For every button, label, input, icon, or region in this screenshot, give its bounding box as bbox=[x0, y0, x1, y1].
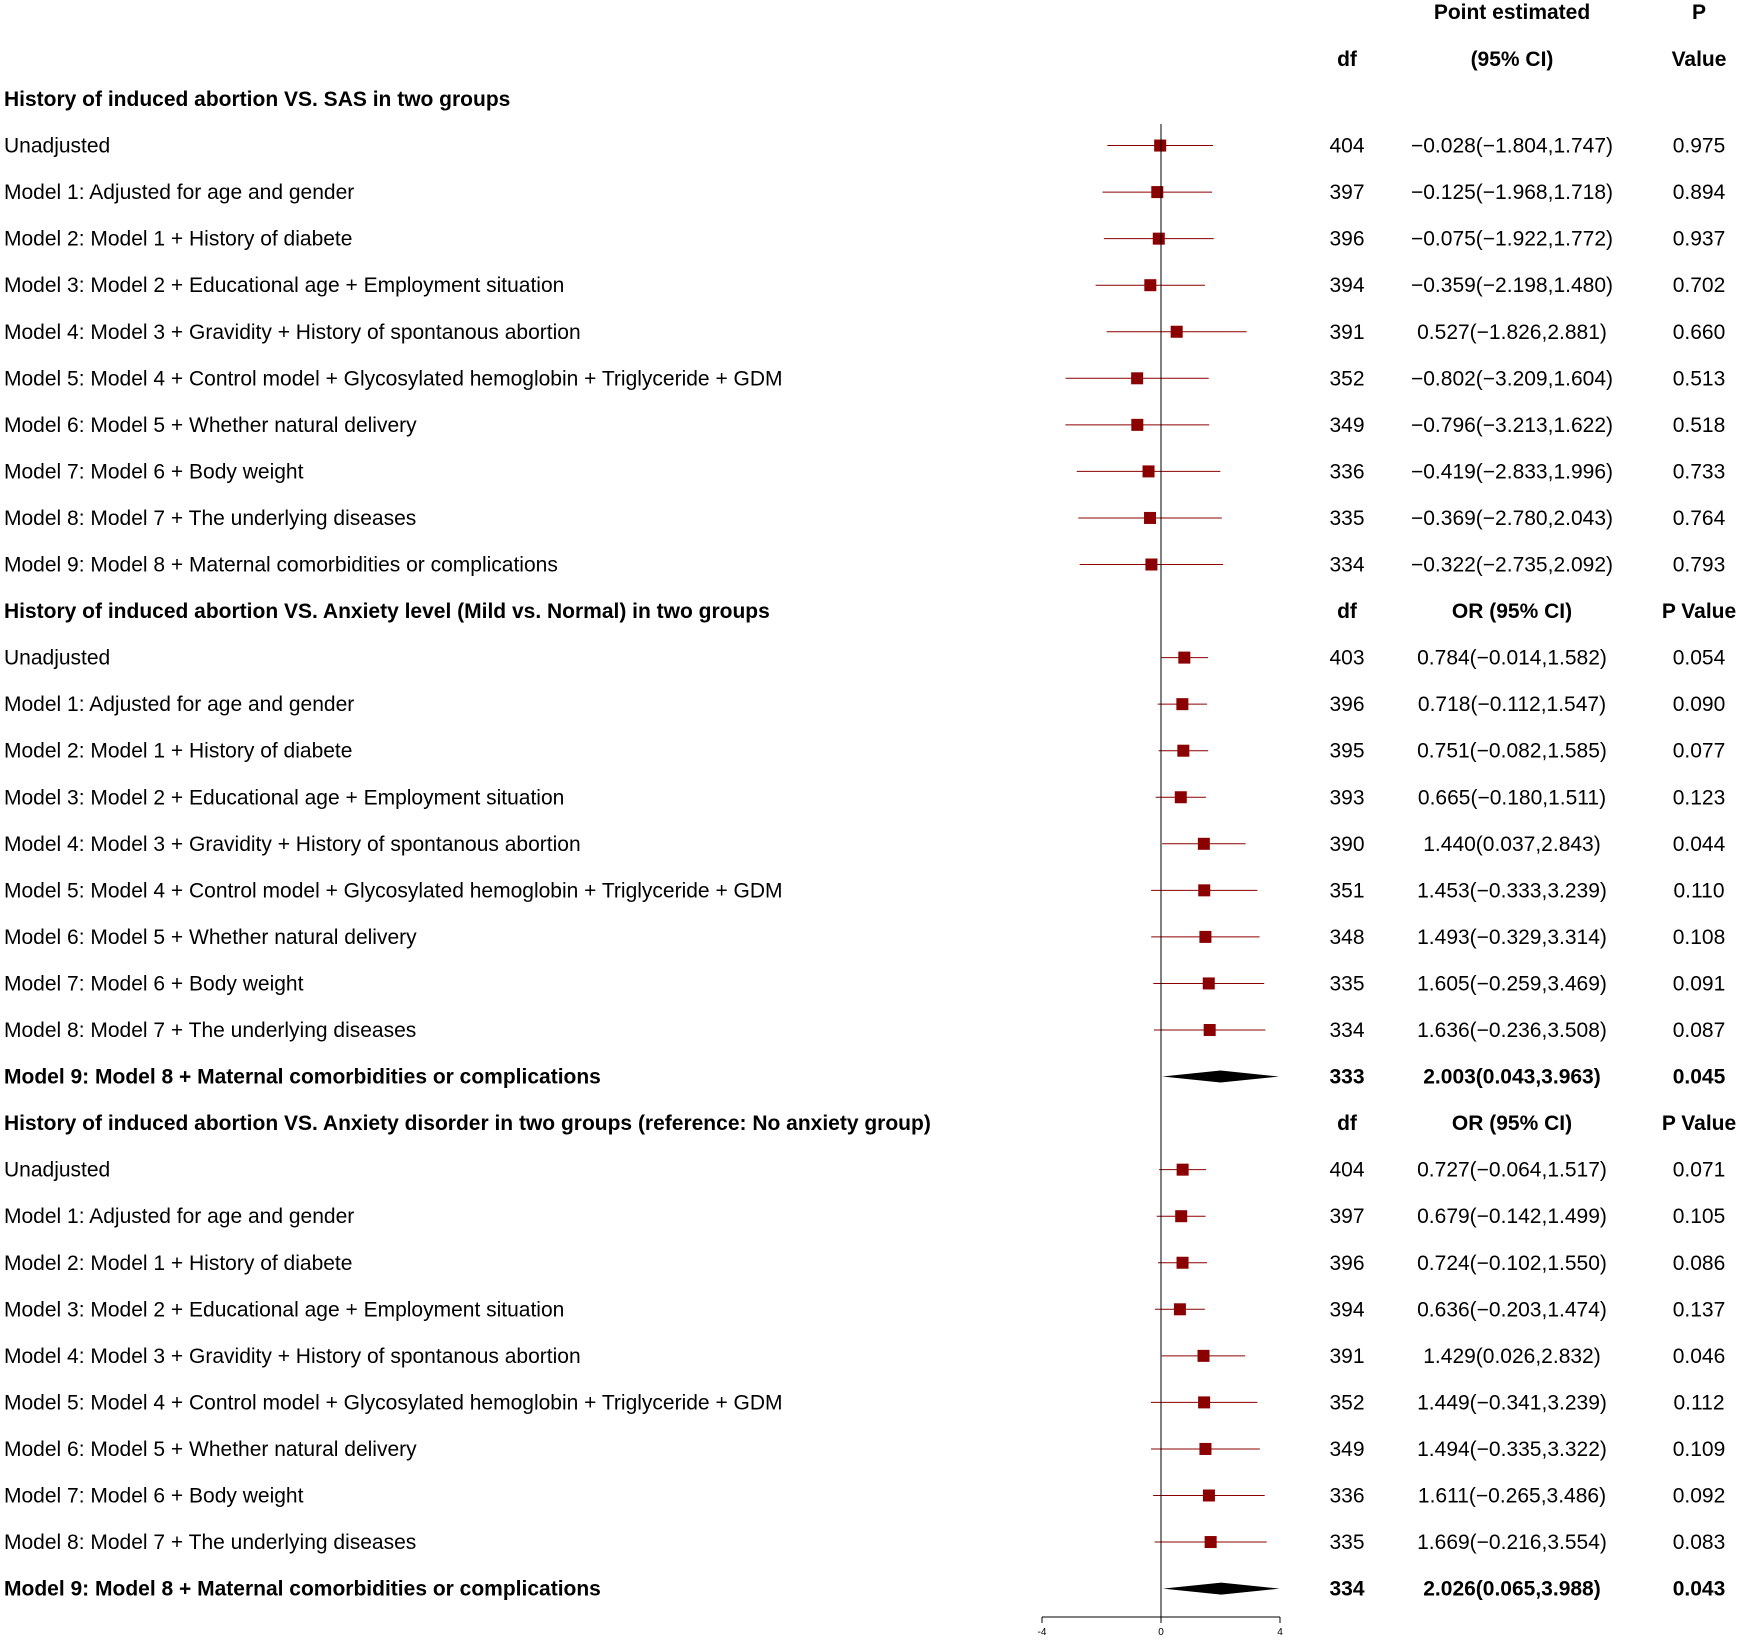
point-marker bbox=[1203, 977, 1215, 989]
row-label: Model 2: Model 1 + History of diabete bbox=[4, 227, 353, 251]
row-estimate: 0.636(−0.203,1.474) bbox=[1417, 1298, 1607, 1322]
row-label: Model 8: Model 7 + The underlying diseases bbox=[4, 1019, 417, 1042]
point-marker bbox=[1178, 652, 1190, 664]
row-estimate: 1.429(0.026,2.832) bbox=[1423, 1344, 1601, 1368]
point-marker bbox=[1177, 1164, 1189, 1176]
group-col-est: OR (95% CI) bbox=[1451, 600, 1573, 624]
row-label: Model 5: Model 4 + Control model + Glycosylated hemoglobin + Triglyceride + GDM bbox=[4, 879, 783, 903]
row-label: Model 6: Model 5 + Whether natural delivery bbox=[4, 413, 417, 437]
row-df: 352 bbox=[1329, 367, 1365, 391]
row-estimate: 2.003(0.043,3.963) bbox=[1423, 1065, 1601, 1089]
row-estimate: 1.449(−0.341,3.239) bbox=[1417, 1391, 1607, 1415]
group-title: History of induced abortion VS. Anxiety disorder in two groups (reference: No anxiety group) bbox=[4, 1112, 931, 1136]
row-df: 351 bbox=[1329, 879, 1365, 903]
row-label: Unadjusted bbox=[4, 646, 111, 670]
row-p-value: 0.793 bbox=[1672, 553, 1726, 577]
row-df: 335 bbox=[1329, 506, 1365, 530]
row-label: Unadjusted bbox=[4, 1158, 111, 1182]
row-estimate: 0.679(−0.142,1.499) bbox=[1417, 1205, 1607, 1229]
row-estimate: 0.784(−0.014,1.582) bbox=[1417, 646, 1607, 670]
row-df: 396 bbox=[1329, 227, 1365, 251]
point-marker bbox=[1131, 419, 1143, 431]
row-df: 334 bbox=[1329, 1577, 1365, 1601]
row-df: 349 bbox=[1329, 413, 1365, 437]
point-marker bbox=[1198, 1396, 1210, 1408]
point-marker bbox=[1145, 559, 1157, 571]
point-marker bbox=[1199, 1443, 1211, 1455]
row-label: Model 1: Adjusted for age and gender bbox=[4, 693, 355, 717]
row-df: 352 bbox=[1329, 1391, 1365, 1415]
row-p-value: 0.112 bbox=[1673, 1391, 1725, 1415]
header-p-line2: Value bbox=[1671, 48, 1727, 71]
row-estimate: −0.796(−3.213,1.622) bbox=[1410, 413, 1614, 437]
point-marker bbox=[1144, 512, 1156, 524]
point-marker bbox=[1154, 140, 1166, 152]
x-axis bbox=[1038, 1617, 1284, 1638]
row-label: Model 8: Model 7 + The underlying diseases bbox=[4, 1531, 417, 1555]
row-estimate: 0.527(−1.826,2.881) bbox=[1417, 320, 1607, 344]
row-estimate: 1.636(−0.236,3.508) bbox=[1417, 1019, 1607, 1042]
row-p-value: 0.090 bbox=[1672, 693, 1726, 717]
point-marker bbox=[1203, 1490, 1215, 1502]
group-title: History of induced abortion VS. SAS in two groups bbox=[4, 88, 511, 111]
header-est-line2: (95% CI) bbox=[1470, 48, 1554, 71]
row-df: 335 bbox=[1329, 972, 1365, 996]
row-estimate: −0.322(−2.735,2.092) bbox=[1410, 553, 1614, 577]
row-df: 390 bbox=[1329, 832, 1365, 856]
row-p-value: 0.105 bbox=[1672, 1205, 1726, 1229]
row-df: 404 bbox=[1329, 1158, 1365, 1182]
group-col-df: df bbox=[1337, 600, 1357, 624]
row-p-value: 0.043 bbox=[1672, 1577, 1726, 1601]
row-estimate: 1.669(−0.216,3.554) bbox=[1417, 1531, 1607, 1555]
row-p-value: 0.660 bbox=[1672, 320, 1726, 344]
point-marker bbox=[1198, 884, 1210, 896]
row-estimate: 1.493(−0.329,3.314) bbox=[1417, 925, 1607, 949]
row-label: Model 6: Model 5 + Whether natural delivery bbox=[4, 1437, 417, 1461]
row-estimate: 1.440(0.037,2.843) bbox=[1423, 832, 1601, 856]
row-p-value: 0.733 bbox=[1672, 460, 1726, 484]
row-df: 335 bbox=[1329, 1531, 1365, 1555]
row-df: 403 bbox=[1329, 646, 1365, 670]
row-label: Model 6: Model 5 + Whether natural delivery bbox=[4, 925, 417, 949]
row-estimate: 1.605(−0.259,3.469) bbox=[1417, 972, 1607, 996]
point-marker bbox=[1153, 233, 1165, 245]
row-label: Model 7: Model 6 + Body weight bbox=[4, 460, 304, 484]
row-p-value: 0.091 bbox=[1672, 972, 1726, 996]
row-label: Model 7: Model 6 + Body weight bbox=[4, 1484, 304, 1508]
row-df: 404 bbox=[1329, 134, 1365, 158]
row-p-value: 0.045 bbox=[1672, 1065, 1726, 1089]
row-p-value: 0.110 bbox=[1673, 879, 1725, 903]
row-label: Model 5: Model 4 + Control model + Glycosylated hemoglobin + Triglyceride + GDM bbox=[4, 367, 783, 391]
row-label: Model 9: Model 8 + Maternal comorbidities or complications bbox=[4, 553, 558, 577]
row-p-value: 0.513 bbox=[1672, 367, 1726, 391]
row-estimate: 1.611(−0.265,3.486) bbox=[1417, 1484, 1607, 1508]
row-df: 393 bbox=[1329, 786, 1365, 810]
row-label: Model 3: Model 2 + Educational age + Employment situation bbox=[4, 274, 565, 298]
point-marker bbox=[1131, 372, 1143, 384]
point-marker bbox=[1175, 1210, 1187, 1222]
row-label: Unadjusted bbox=[4, 134, 111, 158]
row-label: Model 8: Model 7 + The underlying diseases bbox=[4, 506, 417, 530]
row-df: 391 bbox=[1329, 1344, 1365, 1368]
row-df: 349 bbox=[1329, 1437, 1365, 1461]
x-tick-label: 0 bbox=[1158, 1627, 1164, 1638]
row-estimate: −0.369(−2.780,2.043) bbox=[1410, 506, 1614, 530]
header-p-line1: P bbox=[1691, 1, 1707, 24]
row-estimate: 0.665(−0.180,1.511) bbox=[1417, 786, 1607, 810]
point-marker bbox=[1143, 465, 1155, 477]
row-p-value: 0.046 bbox=[1672, 1344, 1726, 1368]
row-p-value: 0.108 bbox=[1672, 925, 1726, 949]
row-df: 397 bbox=[1329, 181, 1365, 205]
row-p-value: 0.975 bbox=[1672, 134, 1726, 158]
x-tick-label: -4 bbox=[1037, 1627, 1047, 1638]
row-p-value: 0.109 bbox=[1672, 1437, 1726, 1461]
row-estimate: 2.026(0.065,3.988) bbox=[1423, 1577, 1601, 1601]
row-p-value: 0.137 bbox=[1672, 1298, 1726, 1322]
point-marker bbox=[1177, 1257, 1189, 1269]
point-marker bbox=[1175, 791, 1187, 803]
row-p-value: 0.087 bbox=[1672, 1019, 1726, 1042]
row-p-value: 0.071 bbox=[1672, 1158, 1726, 1182]
row-p-value: 0.077 bbox=[1672, 739, 1726, 763]
pooled-diamond bbox=[1162, 1071, 1279, 1083]
row-label: Model 3: Model 2 + Educational age + Employment situation bbox=[4, 786, 565, 810]
row-df: 348 bbox=[1329, 925, 1365, 949]
row-label: Model 7: Model 6 + Body weight bbox=[4, 972, 304, 996]
forest-rows bbox=[4, 88, 1736, 1601]
row-estimate: −0.802(−3.209,1.604) bbox=[1410, 367, 1614, 391]
group-col-p: P Value bbox=[1661, 1112, 1737, 1136]
row-label: Model 5: Model 4 + Control model + Glycosylated hemoglobin + Triglyceride + GDM bbox=[4, 1391, 783, 1415]
group-col-p: P Value bbox=[1661, 600, 1737, 624]
group-col-est: OR (95% CI) bbox=[1451, 1112, 1573, 1136]
row-estimate: 1.453(−0.333,3.239) bbox=[1417, 879, 1607, 903]
point-marker bbox=[1177, 745, 1189, 757]
row-estimate: −0.028(−1.804,1.747) bbox=[1410, 134, 1614, 158]
row-p-value: 0.086 bbox=[1672, 1251, 1726, 1275]
point-marker bbox=[1205, 1536, 1217, 1548]
row-p-value: 0.054 bbox=[1672, 646, 1726, 670]
row-df: 396 bbox=[1329, 693, 1365, 717]
row-df: 336 bbox=[1329, 1484, 1365, 1508]
row-label: Model 9: Model 8 + Maternal comorbidities or complications bbox=[4, 1065, 601, 1089]
row-label: Model 4: Model 3 + Gravidity + History of spontanous abortion bbox=[4, 832, 581, 856]
row-df: 333 bbox=[1329, 1065, 1365, 1089]
row-estimate: 1.494(−0.335,3.322) bbox=[1417, 1437, 1607, 1461]
row-estimate: −0.419(−2.833,1.996) bbox=[1410, 460, 1614, 484]
row-label: Model 4: Model 3 + Gravidity + History of spontanous abortion bbox=[4, 1344, 581, 1368]
row-df: 334 bbox=[1329, 1019, 1365, 1042]
row-df: 395 bbox=[1329, 739, 1365, 763]
row-label: Model 4: Model 3 + Gravidity + History of spontanous abortion bbox=[4, 320, 581, 344]
point-marker bbox=[1198, 1350, 1210, 1362]
row-estimate: 0.727(−0.064,1.517) bbox=[1417, 1158, 1607, 1182]
row-p-value: 0.702 bbox=[1672, 274, 1726, 298]
row-estimate: −0.075(−1.922,1.772) bbox=[1410, 227, 1614, 251]
pooled-diamond bbox=[1163, 1583, 1280, 1595]
row-label: Model 1: Adjusted for age and gender bbox=[4, 181, 355, 205]
row-p-value: 0.092 bbox=[1672, 1484, 1726, 1508]
row-p-value: 0.083 bbox=[1672, 1531, 1726, 1555]
row-p-value: 0.123 bbox=[1672, 786, 1726, 810]
point-marker bbox=[1176, 698, 1188, 710]
row-df: 391 bbox=[1329, 320, 1365, 344]
row-p-value: 0.937 bbox=[1672, 227, 1726, 251]
row-label: Model 3: Model 2 + Educational age + Employment situation bbox=[4, 1298, 565, 1322]
row-df: 334 bbox=[1329, 553, 1365, 577]
row-p-value: 0.894 bbox=[1672, 181, 1726, 205]
row-p-value: 0.764 bbox=[1672, 506, 1726, 530]
point-marker bbox=[1204, 1024, 1216, 1036]
row-label: Model 1: Adjusted for age and gender bbox=[4, 1205, 355, 1229]
point-marker bbox=[1198, 838, 1210, 850]
row-label: Model 2: Model 1 + History of diabete bbox=[4, 1251, 353, 1275]
row-df: 336 bbox=[1329, 460, 1365, 484]
group-title: History of induced abortion VS. Anxiety level (Mild vs. Normal) in two groups bbox=[4, 600, 770, 624]
row-df: 394 bbox=[1329, 1298, 1365, 1322]
group-col-df: df bbox=[1337, 1112, 1357, 1136]
point-marker bbox=[1174, 1303, 1186, 1315]
point-marker bbox=[1144, 279, 1156, 291]
row-estimate: −0.125(−1.968,1.718) bbox=[1410, 181, 1614, 205]
header-est-line1: Point estimated bbox=[1433, 1, 1591, 24]
row-estimate: 0.724(−0.102,1.550) bbox=[1417, 1251, 1607, 1275]
row-df: 394 bbox=[1329, 274, 1365, 298]
row-df: 397 bbox=[1329, 1205, 1365, 1229]
row-label: Model 9: Model 8 + Maternal comorbidities or complications bbox=[4, 1577, 601, 1601]
x-tick-label: 4 bbox=[1277, 1627, 1283, 1638]
row-estimate: 0.751(−0.082,1.585) bbox=[1417, 739, 1607, 763]
row-estimate: −0.359(−2.198,1.480) bbox=[1410, 274, 1614, 298]
point-marker bbox=[1199, 931, 1211, 943]
point-marker bbox=[1171, 326, 1183, 338]
row-p-value: 0.518 bbox=[1672, 413, 1726, 437]
header-df: df bbox=[1337, 48, 1357, 71]
row-estimate: 0.718(−0.112,1.547) bbox=[1417, 693, 1607, 717]
row-p-value: 0.044 bbox=[1672, 832, 1726, 856]
row-label: Model 2: Model 1 + History of diabete bbox=[4, 739, 353, 763]
row-df: 396 bbox=[1329, 1251, 1365, 1275]
